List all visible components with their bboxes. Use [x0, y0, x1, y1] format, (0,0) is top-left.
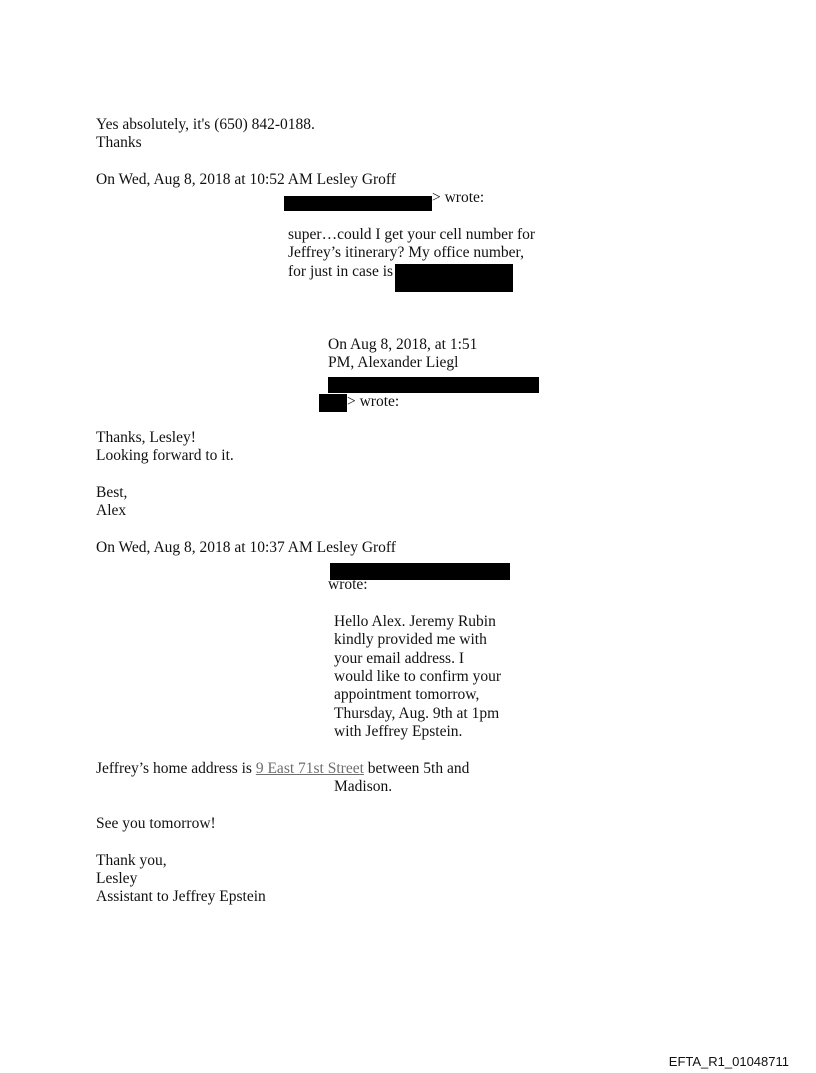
lesley-line-3: for just in case is — [288, 263, 394, 280]
alex-body-1: Thanks, Lesley! — [96, 429, 196, 446]
closing-line-3: Assistant to Jeffrey Epstein — [96, 888, 266, 905]
original-line-4: would like to confirm your — [334, 668, 502, 685]
alex-signoff-2: Alex — [96, 502, 127, 519]
quote-header-1037: On Wed, Aug 8, 2018 at 10:37 AM Lesley Groff — [96, 539, 396, 556]
original-line-2: kindly provided me with — [334, 631, 487, 648]
lesley-line-1: super…could I get your cell number for — [288, 226, 536, 243]
original-line-5: appointment tomorrow, — [334, 686, 480, 703]
alex-header-2: PM, Alexander Liegl — [328, 354, 459, 371]
original-line-1: Hello Alex. Jeremy Rubin — [334, 613, 496, 630]
alex-header-1: On Aug 8, 2018, at 1:51 — [328, 336, 478, 353]
address-suffix: between 5th and — [363, 760, 470, 777]
quote-header-1052: On Wed, Aug 8, 2018 at 10:52 AM Lesley Groff — [96, 171, 396, 188]
closing-line-1: Thank you, — [96, 852, 167, 869]
address-line-2: Madison. — [334, 778, 393, 795]
redacted-email — [284, 196, 432, 211]
redacted-phone — [395, 264, 513, 292]
redacted-email — [328, 377, 539, 393]
reply-line-2: Thanks — [96, 134, 142, 151]
original-line-3: your email address. I — [334, 650, 464, 667]
address-line — [96, 760, 469, 778]
alex-signoff-1: Best, — [96, 484, 128, 501]
reply-line-1: Yes absolutely, it's (650) 842-0188. — [96, 116, 315, 133]
original-line-6: Thursday, Aug. 9th at 1pm — [334, 705, 500, 722]
address-link[interactable]: 9 East 71st Street — [255, 760, 364, 777]
original-line-7: with Jeffrey Epstein. — [334, 723, 463, 740]
quote-wrote-1037: wrote: — [328, 576, 368, 593]
alex-wrote: > wrote: — [347, 393, 400, 410]
see-you-line: See you tomorrow! — [96, 815, 216, 832]
closing-line-2: Lesley — [96, 870, 138, 887]
lesley-line-2: Jeffrey’s itinerary? My office number, — [288, 244, 524, 261]
quote-wrote-1052: > wrote: — [432, 189, 485, 206]
address-prefix: Jeffrey’s home address is — [96, 760, 256, 777]
alex-body-2: Looking forward to it. — [96, 447, 234, 464]
document-id: EFTA_R1_01048711 — [668, 1054, 789, 1069]
redacted-email — [319, 394, 347, 412]
